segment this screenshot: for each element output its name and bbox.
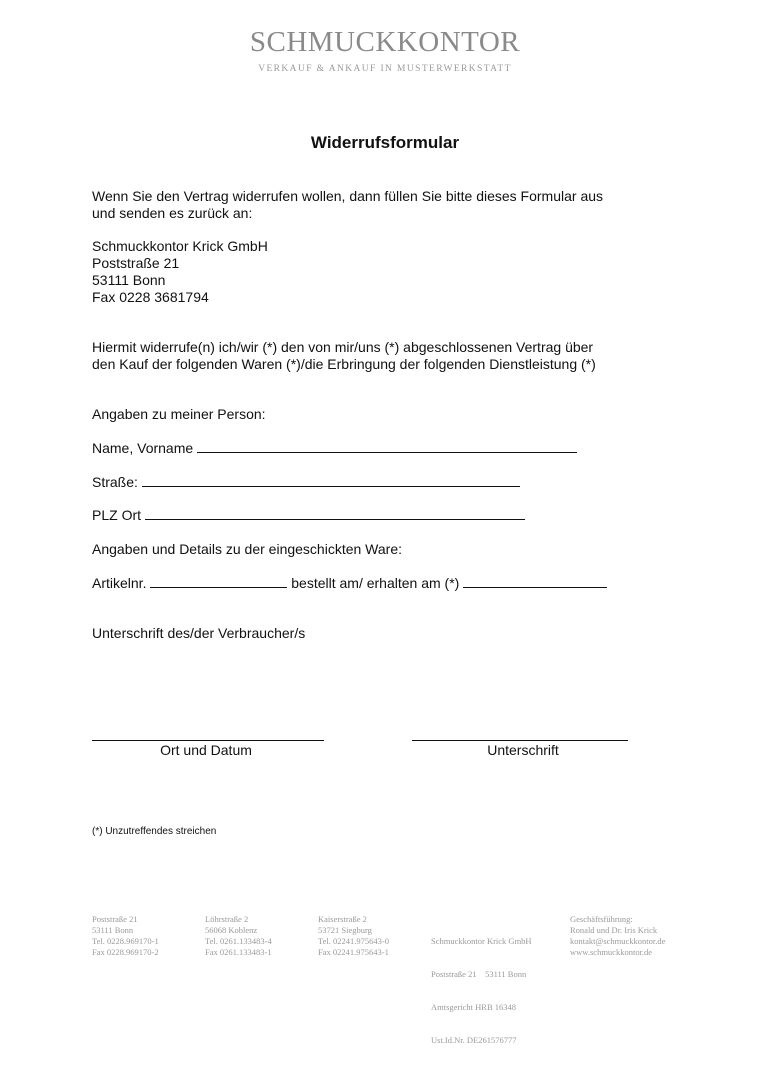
footer-col-bonn [92, 914, 159, 958]
address-fax: Fax 0228 3681794 [92, 289, 209, 305]
zip-field-row [92, 507, 525, 524]
footer-text: Schmuckkontor Krick GmbH [431, 936, 532, 946]
footer-text: Poststraße 21 53111 Bonn [431, 969, 527, 979]
footnote: (*) Unzutreffendes streichen [92, 826, 217, 837]
article-field-line[interactable] [150, 575, 287, 588]
signature-heading: Unterschrift des/der Verbraucher/s [92, 625, 306, 641]
intro-line-1: Wenn Sie den Vertrag widerrufen wollen, dann füllen Sie bitte dieses Formular aus [92, 188, 604, 204]
footer-text: Löhrstraße 2 [205, 914, 249, 924]
footer-text: 53111 Bonn [92, 925, 134, 935]
company-tagline: VERKAUF & ANKAUF IN MUSTERWERKSTATT [258, 64, 512, 74]
street-label: Straße: [92, 474, 138, 490]
article-field-row [92, 575, 607, 592]
address-company: Schmuckkontor Krick GmbH [92, 238, 268, 254]
footer-text: Ronald und Dr. Iris Krick [570, 925, 658, 935]
footer-text: 53721 Siegburg [318, 925, 372, 935]
place-date-line[interactable] [92, 740, 324, 741]
ordered-label: bestellt am/ erhalten am (*) [291, 575, 460, 591]
declaration-line-1: Hiermit widerrufe(n) ich/wir (*) den von mir/uns (*) abgeschlossenen Vertrag über [92, 339, 594, 355]
footer-text: 56068 Koblenz [205, 925, 258, 935]
footer-col-koblenz [205, 914, 272, 958]
footer-text: Fax 02241.975643-1 [318, 947, 389, 957]
footer-text: Fax 0261.133483-1 [205, 947, 272, 957]
address-city: 53111 Bonn [92, 272, 166, 288]
goods-heading: Angaben und Details zu der eingeschickten Ware: [92, 541, 402, 557]
footer-text: Ust.Id.Nr. DE261576777 [431, 1035, 517, 1045]
place-date-label: Ort und Datum [160, 742, 252, 758]
name-label: Name, Vorname [92, 440, 194, 456]
footer-text: Amtsgericht HRB 16348 [431, 1002, 516, 1012]
footer-text: Tel. 0261.133483-4 [205, 936, 272, 946]
signature-label: Unterschrift [487, 742, 559, 758]
company-logo: SCHMUCKKONTOR [249, 26, 521, 58]
person-heading: Angaben zu meiner Person: [92, 406, 266, 422]
street-field-line[interactable] [142, 474, 520, 487]
declaration-line-2: den Kauf der folgenden Waren (*)/die Erbringung der folgenden Dienstleistung (*) [92, 356, 596, 372]
zip-field-line[interactable] [145, 507, 525, 520]
footer-website-link[interactable]: www.schmuckkontor.de [570, 947, 653, 957]
footer-col-company [431, 914, 532, 1068]
page-title: Widerrufsformular [310, 133, 460, 152]
signature-line[interactable] [412, 740, 628, 741]
zip-label: PLZ Ort [92, 507, 142, 523]
footer-email-link[interactable]: kontakt@schmuckkontor.de [570, 936, 666, 946]
footer-text: Tel. 02241.975643-0 [318, 936, 389, 946]
footer-text: Geschäftsführung: [570, 914, 633, 924]
footer-col-management [570, 914, 665, 958]
name-field-row [92, 440, 577, 457]
article-label: Artikelnr. [92, 575, 147, 591]
ordered-field-line[interactable] [463, 575, 607, 588]
name-field-line[interactable] [197, 440, 577, 453]
street-field-row [92, 474, 520, 491]
footer-text: Poststraße 21 [92, 914, 138, 924]
footer-col-siegburg [318, 914, 389, 958]
footer-text: Fax 0228.969170-2 [92, 947, 159, 957]
footer-text: Tel. 0228.969170-1 [92, 936, 159, 946]
intro-line-2: und senden es zurück an: [92, 205, 253, 221]
footer-text: Kaiserstraße 2 [318, 914, 367, 924]
address-street: Poststraße 21 [92, 255, 180, 271]
